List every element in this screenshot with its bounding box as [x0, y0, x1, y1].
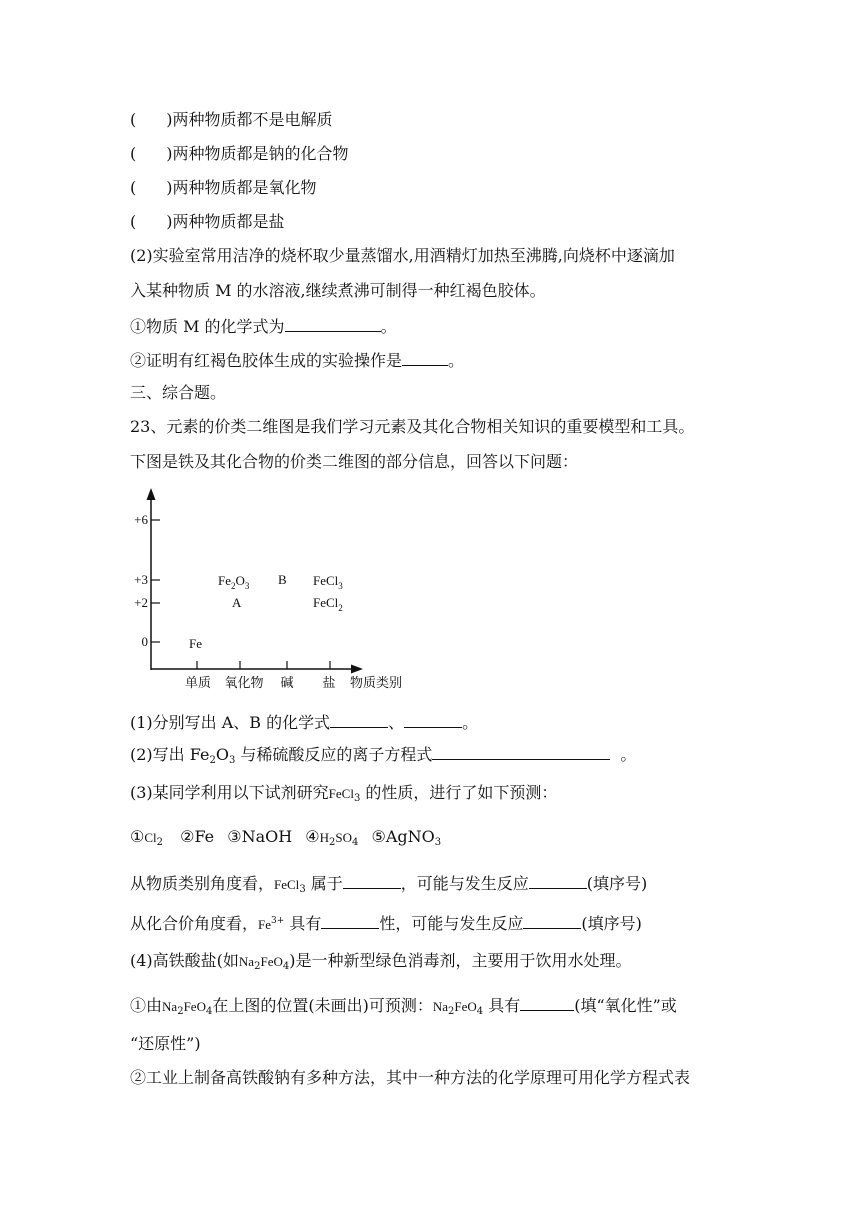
q2-line-2: 入某种物质 M 的水溶液,继续煮沸可制得一种红褐色胶体。: [130, 281, 546, 300]
part-2: (2)写出 $Fe_2O_3$ 与稀硫酸反应的离子方程式 。: [130, 745, 637, 766]
choice-line-2: ( )两种物质都是钠的化合物: [130, 144, 349, 163]
x-tick-label: 碱: [280, 675, 294, 690]
x-axis-label: 物质类别: [349, 675, 403, 690]
part-4a: ①由$Na_2FeO_4$在上图的位置(未画出)可预测：$Na_2FeO_4$ 具有 (填“氧化性”或: [130, 996, 677, 1017]
part-3: (3)某同学利用以下试剂研究FeCl$_3$ 的性质，进行了如下预测：: [130, 783, 558, 804]
label-fecl3: FeCl$_3$: [313, 573, 343, 591]
choice-line-1: ( )两种物质都不是电解质: [130, 110, 333, 129]
q2-sub-2: ②证明有红褐色胶体生成的实验操作是 。: [130, 351, 465, 370]
label-fe: Fe: [189, 636, 202, 651]
part-4a-cont: “还原性”): [130, 1034, 201, 1053]
valence-class-diagram: [0, 480, 860, 700]
answer-blank[interactable]: [330, 712, 388, 728]
label-fecl2: FeCl$_2$: [313, 595, 343, 613]
x-tick-label: 盐: [322, 675, 336, 690]
choice-line-3: ( )两种物质都是氧化物: [130, 178, 317, 197]
section-heading: 三、综合题。: [130, 383, 227, 402]
label-fe2o3: $Fe_2O_3$: [218, 573, 250, 591]
y-tick-label: 0: [141, 634, 148, 649]
x-tick-label: 单质: [184, 675, 212, 690]
y-axis-arrow: [147, 488, 156, 500]
q23-line-2: 下图是铁及其化合物的价类二维图的部分信息，回答以下问题：: [130, 452, 579, 471]
q2-sub-1: ①物质 M 的化学式为 。: [130, 317, 397, 336]
answer-blank[interactable]: [402, 350, 448, 366]
answer-blank[interactable]: [523, 913, 581, 929]
part-4: (4)高铁酸盐(如$Na_2FeO_4$)是一种新型绿色消毒剂，主要用于饮用水处理。: [130, 951, 632, 972]
x-tick-label: 氧化物: [224, 675, 264, 690]
q2-line-1: (2)实验室常用洁净的烧杯取少量蒸馏水,用酒精灯加热至沸腾,向烧杯中逐滴加: [130, 246, 675, 265]
part-3b: 从化合价角度看，$Fe^{3+}$ 具有 性，可能与发生反应 (填序号): [130, 914, 642, 933]
y-tick-label: +2: [134, 595, 148, 610]
reagent-list: $①Cl_2$ ②Fe ③NaOH $④H_2SO_4$ ⑤AgNO$_3$: [130, 827, 442, 848]
part-1: (1)分别写出 A、B 的化学式 、 。: [130, 713, 479, 732]
q23-line-1: 23、元素的价类二维图是我们学习元素及其化合物相关知识的重要模型和工具。: [130, 417, 695, 436]
x-axis-arrow: [351, 665, 363, 674]
label-a: A: [232, 595, 242, 610]
y-tick-label: +6: [134, 512, 148, 527]
choice-line-4: ( )两种物质都是盐: [130, 212, 285, 231]
answer-blank[interactable]: [321, 913, 379, 929]
answer-blank[interactable]: [432, 744, 610, 760]
y-tick-label: +3: [134, 572, 148, 587]
answer-blank[interactable]: [343, 873, 401, 889]
answer-blank[interactable]: [520, 995, 574, 1011]
part-3a: 从物质类别角度看，FeCl$_3$ 属于 ，可能与发生反应 (填序号): [130, 874, 648, 895]
answer-blank[interactable]: [529, 873, 587, 889]
label-b: B: [278, 572, 287, 587]
part-4b: ②工业上制备高铁酸钠有多种方法，其中一种方法的化学原理可用化学方程式表: [130, 1068, 691, 1087]
answer-blank[interactable]: [285, 316, 381, 332]
answer-blank[interactable]: [404, 712, 462, 728]
